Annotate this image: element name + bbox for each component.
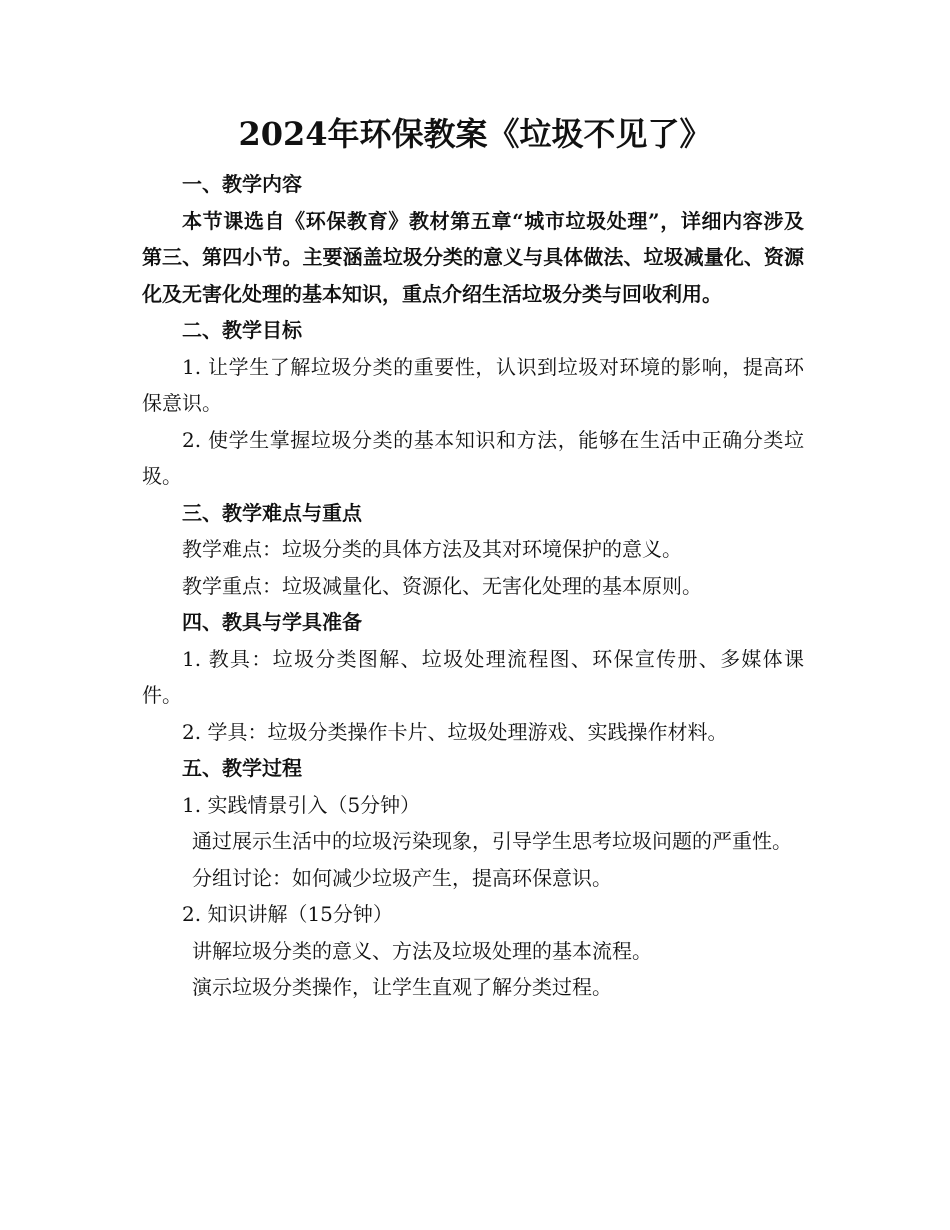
process-step-1-line-1: 通过展示生活中的垃圾污染现象，引导学生思考垃圾问题的严重性。 [192, 829, 792, 853]
document-body [142, 166, 804, 1006]
goal-item-1: 1. 让学生了解垃圾分类的重要性，认识到垃圾对环境的影响，提高环保意识。 [142, 354, 804, 415]
section-heading-goals: 二、教学目标 [182, 318, 302, 342]
key-line: 教学重点：垃圾减量化、资源化、无害化处理的基本原则。 [182, 573, 702, 598]
process-step-2-line-2: 演示垃圾分类操作，让学生直观了解分类过程。 [192, 975, 612, 999]
process-step-1-line-2: 分组讨论：如何减少垃圾产生，提高环保意识。 [192, 865, 612, 890]
section-heading-key-points: 三、教学难点与重点 [182, 500, 362, 525]
goal-item-2: 2. 使学生掌握垃圾分类的基本知识和方法，能够在生活中正确分类垃圾。 [142, 427, 804, 488]
document-title: 2024年环保教案《垃圾不见了》 [238, 115, 712, 153]
materials-item-1: 1. 教具：垃圾分类图解、垃圾处理流程图、环保宣传册、多媒体课件。 [142, 646, 804, 707]
process-step-2-label: 2. 知识讲解（15分钟） [182, 902, 393, 926]
section-heading-process: 五、教学过程 [182, 756, 302, 780]
section-heading-materials: 四、教具与学具准备 [182, 610, 362, 634]
process-step-2-line-1: 讲解垃圾分类的意义、方法及垃圾处理的基本流程。 [192, 938, 652, 963]
materials-item-2: 2. 学具：垃圾分类操作卡片、垃圾处理游戏、实践操作材料。 [182, 719, 728, 744]
section-heading-content: 一、教学内容 [182, 172, 302, 196]
section-paragraph-content: 本节课选自《环保教育》教材第五章“城市垃圾处理”，详细内容涉及第三、第四小节。主要涵盖垃圾分类的意义与具体做法、垃圾减量化、资源化及无害化处理的基本知识，重点介绍生活垃圾分类与回收利用。 [142, 208, 804, 306]
difficulty-line: 教学难点：垃圾分类的具体方法及其对环境保护的意义。 [182, 537, 682, 561]
process-step-1-label: 1. 实践情景引入（5分钟） [182, 792, 421, 817]
